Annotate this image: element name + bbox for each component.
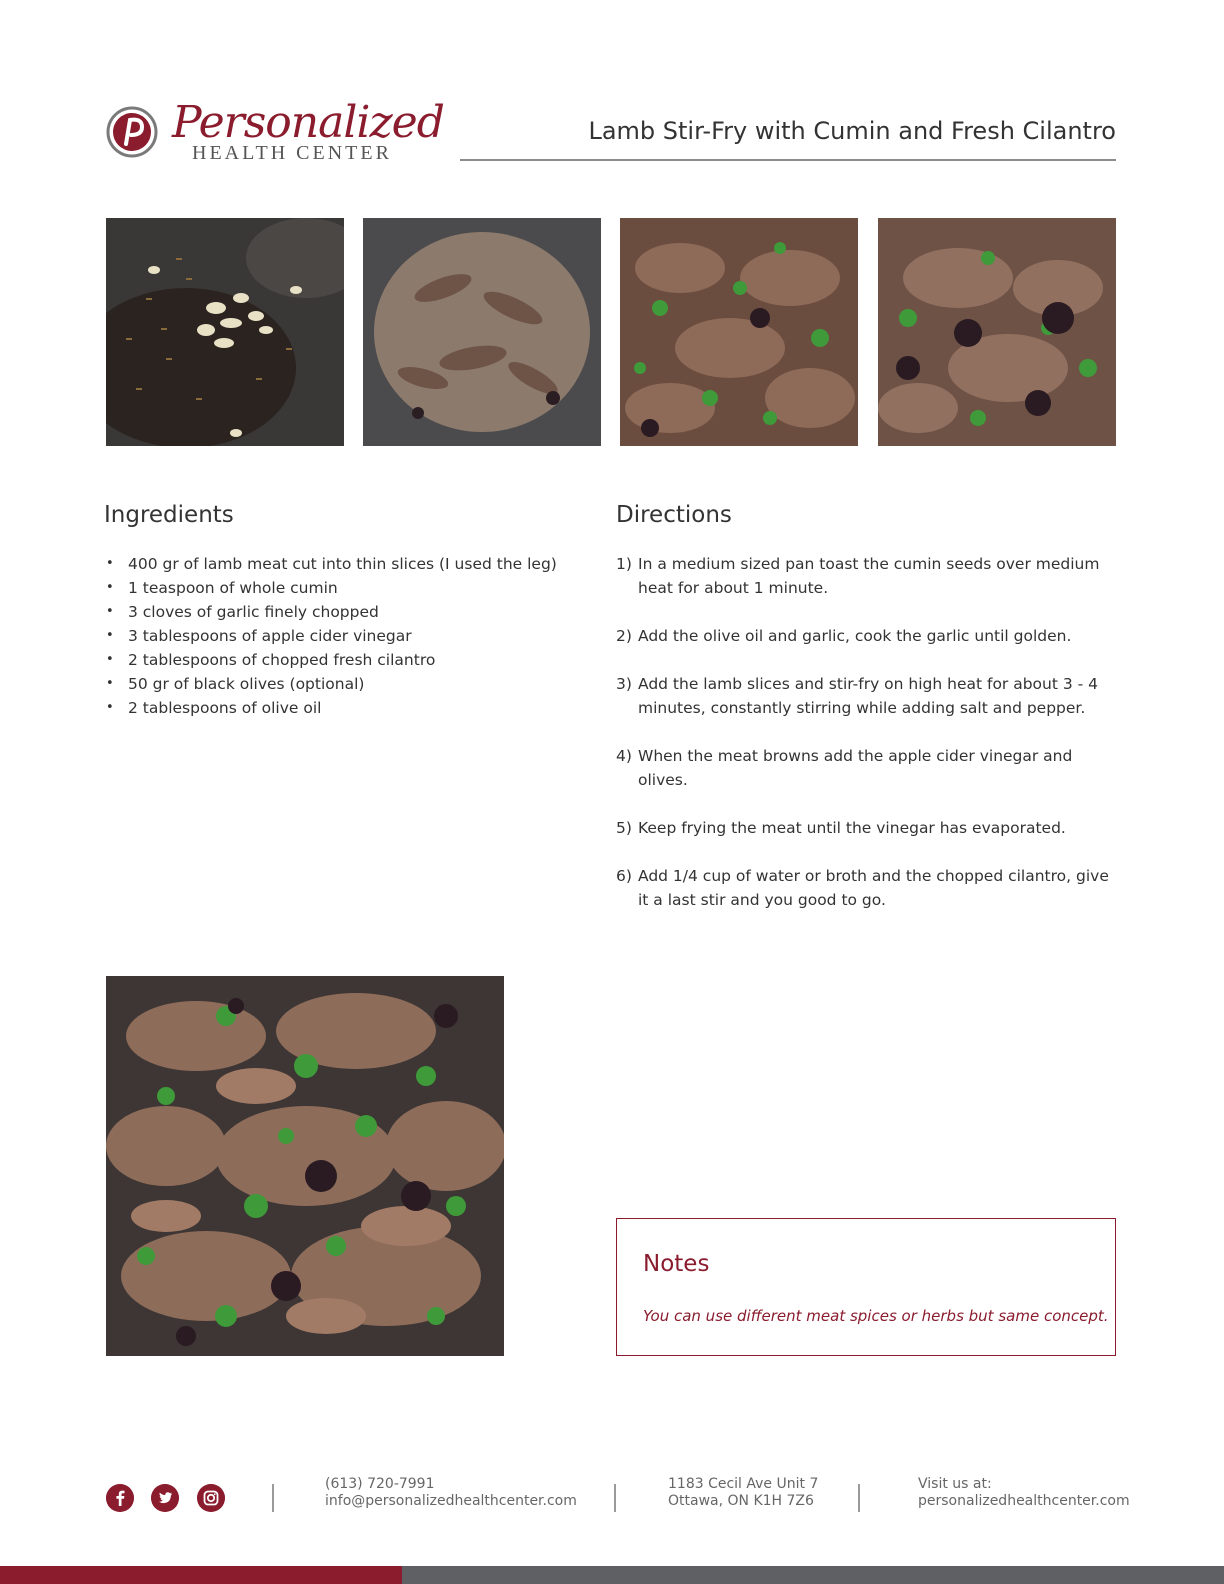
notes-text: You can use different meat spices or herbs but same concept. [643, 1307, 1109, 1325]
footer-address-line1: 1183 Cecil Ave Unit 7 [668, 1476, 819, 1492]
logo-wordmark: Personalized [172, 97, 444, 148]
photo-lamb-olives [878, 218, 1116, 446]
company-logo [106, 97, 444, 166]
photo-finished-dish [106, 976, 504, 1356]
footer-bar [402, 1566, 1224, 1584]
notes-box [616, 1218, 1116, 1356]
step-text: Keep frying the meat until the vinegar has evaporated. [638, 819, 1066, 837]
step-text: Add the olive oil and garlic, cook the garlic until golden. [638, 627, 1072, 645]
step-number: 6) [616, 867, 632, 885]
page-title: Lamb Stir-Fry with Cumin and Fresh Cilantro [588, 117, 1116, 145]
instagram-icon[interactable] [197, 1484, 225, 1512]
direction-step [616, 744, 1120, 792]
ingredients-list [104, 552, 574, 720]
directions-list [616, 552, 1120, 936]
step-number: 4) [616, 747, 632, 765]
step-text: Add 1/4 cup of water or broth and the chopped cilantro, give it a last stir and you good to go. [638, 867, 1109, 909]
direction-step [616, 672, 1120, 720]
footer-visit-label: Visit us at: [918, 1476, 992, 1492]
footer-email[interactable]: info@personalizedhealthcenter.com [325, 1493, 577, 1509]
step-number: 2) [616, 627, 632, 645]
direction-step [616, 552, 1120, 600]
footer-divider [858, 1484, 860, 1512]
ingredient-item: • 1 teaspoon of whole cumin [104, 576, 574, 600]
photo-cumin-garlic [106, 218, 344, 446]
photo-lamb-searing [363, 218, 601, 446]
step-number: 1) [616, 555, 632, 573]
title-divider [460, 159, 1116, 161]
step-number: 3) [616, 675, 632, 693]
ingredients-heading: Ingredients [104, 502, 234, 528]
directions-heading: Directions [616, 502, 732, 528]
ingredient-item: • 2 tablespoons of chopped fresh cilantro [104, 648, 574, 672]
step-text: In a medium sized pan toast the cumin seeds over medium heat for about 1 minute. [638, 555, 1100, 597]
facebook-icon[interactable] [106, 1484, 134, 1512]
footer-divider [614, 1484, 616, 1512]
ingredient-item: • 2 tablespoons of olive oil [104, 696, 574, 720]
footer-phone[interactable]: (613) 720-7991 [325, 1476, 435, 1492]
notes-heading: Notes [643, 1251, 710, 1277]
footer-divider [272, 1484, 274, 1512]
footer-address [668, 1476, 818, 1510]
logo-subtitle: HEALTH CENTER [192, 142, 392, 164]
direction-step [616, 624, 1120, 648]
step-number: 5) [616, 819, 632, 837]
ingredient-item: • 400 gr of lamb meat cut into thin slices (I used the leg) [104, 552, 574, 576]
step-text: Add the lamb slices and stir-fry on high heat for about 3 - 4 minutes, constantly stirring while adding salt and pepper. [638, 675, 1099, 717]
step-text: When the meat browns add the apple cider vinegar and olives. [638, 747, 1073, 789]
footer-website-link[interactable]: personalizedhealthcenter.com [918, 1493, 1130, 1509]
ingredient-item: • 3 cloves of garlic finely chopped [104, 600, 574, 624]
footer-website [918, 1476, 1130, 1510]
ingredient-item: • 3 tablespoons of apple cider vinegar [104, 624, 574, 648]
twitter-icon[interactable] [151, 1484, 179, 1512]
logo-mark-icon [106, 106, 158, 158]
direction-step [616, 864, 1120, 912]
photo-lamb-cilantro [620, 218, 858, 446]
ingredient-item: • 50 gr of black olives (optional) [104, 672, 574, 696]
direction-step [616, 816, 1120, 840]
footer-contact [325, 1476, 577, 1510]
footer-address-line2: Ottawa, ON K1H 7Z6 [668, 1493, 814, 1509]
footer-bar-accent [0, 1566, 402, 1584]
